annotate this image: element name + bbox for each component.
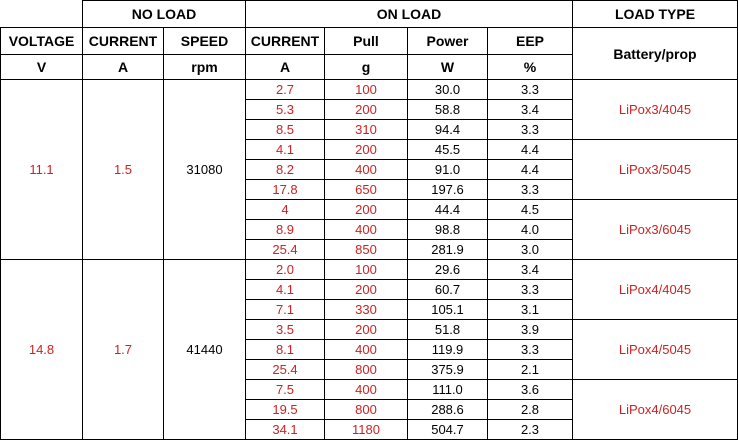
- load-current-cell: 8.2: [246, 160, 325, 180]
- power-cell: 504.7: [408, 420, 488, 440]
- load-current-cell: 7.5: [246, 380, 325, 400]
- battery-prop-cell: LiPox4/6045: [573, 380, 738, 440]
- eep-cell: 3.1: [488, 300, 573, 320]
- eep-cell: 4.4: [488, 160, 573, 180]
- header-corner-empty: [1, 1, 83, 28]
- load-current-cell: 5.3: [246, 100, 325, 120]
- power-cell: 94.4: [408, 120, 488, 140]
- header-current: CURRENT: [83, 28, 164, 55]
- load-current-cell: 8.5: [246, 120, 325, 140]
- eep-cell: 3.3: [488, 340, 573, 360]
- eep-cell: 2.3: [488, 420, 573, 440]
- eep-cell: 3.3: [488, 80, 573, 100]
- load-current-cell: 25.4: [246, 240, 325, 260]
- table-row: [1, 260, 738, 280]
- eep-cell: 3.6: [488, 380, 573, 400]
- power-cell: 98.8: [408, 220, 488, 240]
- header-eep: EEP: [488, 28, 573, 55]
- eep-cell: 3.9: [488, 320, 573, 340]
- header-row-groups: [1, 1, 738, 28]
- header-on-load: ON LOAD: [246, 1, 573, 28]
- pull-cell: 800: [325, 400, 408, 420]
- eep-cell: 3.4: [488, 100, 573, 120]
- power-cell: 91.0: [408, 160, 488, 180]
- pull-cell: 200: [325, 280, 408, 300]
- voltage-cell: 11.1: [1, 80, 83, 260]
- pull-cell: 330: [325, 300, 408, 320]
- pull-cell: 310: [325, 120, 408, 140]
- load-current-cell: 34.1: [246, 420, 325, 440]
- header-speed: SPEED: [164, 28, 246, 55]
- speed-cell: 41440: [164, 260, 246, 440]
- load-current-cell: 7.1: [246, 300, 325, 320]
- header-voltage: VOLTAGE: [1, 28, 83, 55]
- power-cell: 29.6: [408, 260, 488, 280]
- pull-cell: 400: [325, 380, 408, 400]
- eep-cell: 2.8: [488, 400, 573, 420]
- power-cell: 119.9: [408, 340, 488, 360]
- unit-power: W: [408, 55, 488, 80]
- eep-cell: 3.3: [488, 120, 573, 140]
- battery-prop-cell: LiPox4/5045: [573, 320, 738, 380]
- pull-cell: 650: [325, 180, 408, 200]
- power-cell: 197.6: [408, 180, 488, 200]
- eep-cell: 4.4: [488, 140, 573, 160]
- power-cell: 30.0: [408, 80, 488, 100]
- load-current-cell: 8.9: [246, 220, 325, 240]
- pull-cell: 100: [325, 260, 408, 280]
- header-battery-prop: Battery/prop: [573, 28, 738, 80]
- load-current-cell: 17.8: [246, 180, 325, 200]
- eep-cell: 2.1: [488, 360, 573, 380]
- pull-cell: 200: [325, 140, 408, 160]
- voltage-cell: 14.8: [1, 260, 83, 440]
- pull-cell: 100: [325, 80, 408, 100]
- power-cell: 58.8: [408, 100, 488, 120]
- load-current-cell: 8.1: [246, 340, 325, 360]
- battery-prop-cell: LiPox3/5045: [573, 140, 738, 200]
- battery-prop-cell: LiPox3/4045: [573, 80, 738, 140]
- load-current-cell: 3.5: [246, 320, 325, 340]
- pull-cell: 400: [325, 340, 408, 360]
- header-power: Power: [408, 28, 488, 55]
- table-row: [1, 80, 738, 100]
- header-current-load: CURRENT: [246, 28, 325, 55]
- power-cell: 288.6: [408, 400, 488, 420]
- eep-cell: 3.3: [488, 180, 573, 200]
- power-cell: 105.1: [408, 300, 488, 320]
- eep-cell: 4.0: [488, 220, 573, 240]
- header-no-load: NO LOAD: [83, 1, 246, 28]
- power-cell: 60.7: [408, 280, 488, 300]
- load-current-cell: 2.7: [246, 80, 325, 100]
- pull-cell: 850: [325, 240, 408, 260]
- pull-cell: 400: [325, 160, 408, 180]
- eep-cell: 4.5: [488, 200, 573, 220]
- header-pull: Pull: [325, 28, 408, 55]
- speed-cell: 31080: [164, 80, 246, 260]
- eep-cell: 3.4: [488, 260, 573, 280]
- unit-speed: rpm: [164, 55, 246, 80]
- pull-cell: 200: [325, 320, 408, 340]
- power-cell: 51.8: [408, 320, 488, 340]
- no-load-current-cell: 1.5: [83, 80, 164, 260]
- pull-cell: 1180: [325, 420, 408, 440]
- unit-current-load: A: [246, 55, 325, 80]
- battery-prop-cell: LiPox3/6045: [573, 200, 738, 260]
- eep-cell: 3.3: [488, 280, 573, 300]
- load-current-cell: 25.4: [246, 360, 325, 380]
- eep-cell: 3.0: [488, 240, 573, 260]
- load-current-cell: 4.1: [246, 280, 325, 300]
- load-current-cell: 2.0: [246, 260, 325, 280]
- power-cell: 45.5: [408, 140, 488, 160]
- header-row-columns: [1, 28, 738, 55]
- unit-pull: g: [325, 55, 408, 80]
- header-load-type: LOAD TYPE: [573, 1, 738, 28]
- battery-prop-cell: LiPox4/4045: [573, 260, 738, 320]
- no-load-current-cell: 1.7: [83, 260, 164, 440]
- pull-cell: 200: [325, 100, 408, 120]
- load-current-cell: 4.1: [246, 140, 325, 160]
- unit-voltage: V: [1, 55, 83, 80]
- pull-cell: 200: [325, 200, 408, 220]
- power-cell: 44.4: [408, 200, 488, 220]
- power-cell: 375.9: [408, 360, 488, 380]
- load-current-cell: 19.5: [246, 400, 325, 420]
- load-current-cell: 4: [246, 200, 325, 220]
- power-cell: 281.9: [408, 240, 488, 260]
- unit-eep: %: [488, 55, 573, 80]
- power-cell: 111.0: [408, 380, 488, 400]
- unit-current: A: [83, 55, 164, 80]
- pull-cell: 400: [325, 220, 408, 240]
- pull-cell: 800: [325, 360, 408, 380]
